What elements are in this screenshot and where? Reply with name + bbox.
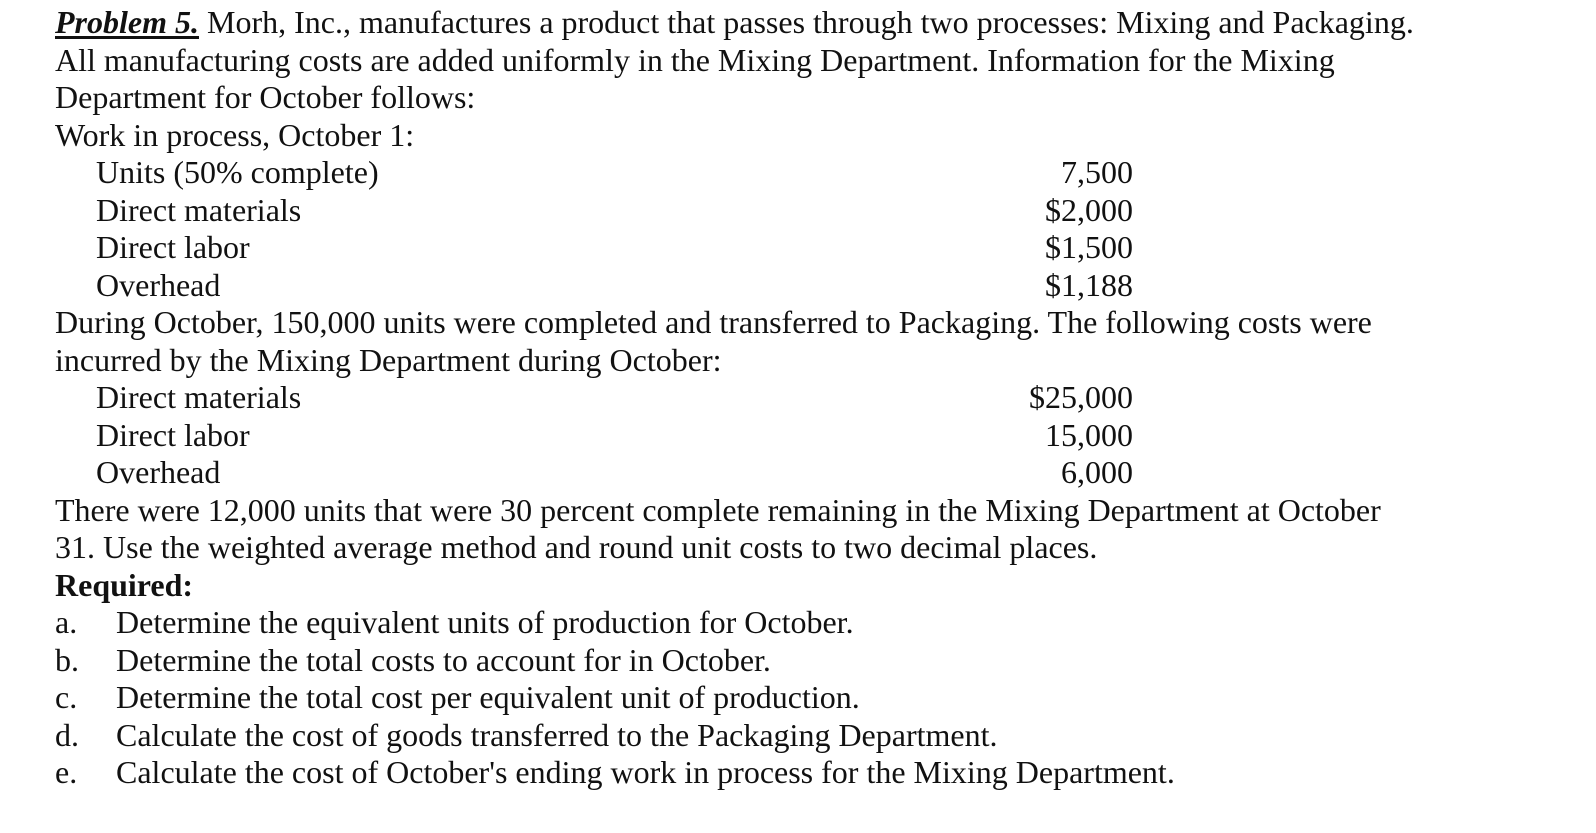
row-label: Overhead <box>96 266 221 303</box>
item-letter: e. <box>55 754 78 790</box>
item-text: Determine the equivalent units of production for October. <box>116 604 854 640</box>
item-letter: b. <box>55 641 79 678</box>
october-cost-row <box>55 454 1585 492</box>
beginning-wip-row <box>55 192 1585 230</box>
row-amount: 7,500 <box>1061 154 1133 190</box>
row-label: Direct materials <box>96 379 302 415</box>
item-text: Determine the total cost per equivalent unit of production. <box>116 679 860 715</box>
beginning-wip-row <box>55 154 1585 192</box>
item-text: Calculate the cost of October's ending work in process for the Mixing Department. <box>116 754 1175 790</box>
item-letter: c. <box>55 679 78 715</box>
row-label: Units (50% complete) <box>96 154 379 190</box>
required-item-b <box>55 642 1585 680</box>
row-label: Direct labor <box>96 416 250 453</box>
problem-intro-text: Morh, Inc., manufactures a product that passes through two processes: Mixing and Packaging. <box>198 4 1414 40</box>
required-item-d <box>55 717 1585 755</box>
item-letter: d. <box>55 716 79 753</box>
row-amount: $2,000 <box>1045 191 1133 228</box>
problem-label: Problem 5. <box>55 4 199 40</box>
problem-intro-line-3: Department for October follows: <box>55 79 476 115</box>
row-label: Overhead <box>96 454 221 490</box>
item-letter: a. <box>55 604 78 640</box>
row-amount: $1,188 <box>1045 266 1133 303</box>
required-item-c <box>55 679 1585 717</box>
row-amount: $1,500 <box>1045 229 1133 265</box>
row-amount: $25,000 <box>1029 379 1133 415</box>
required-item-a <box>55 604 1585 642</box>
item-text: Calculate the cost of goods transferred to the Packaging Department. <box>116 716 998 753</box>
row-amount: 15,000 <box>1045 416 1133 453</box>
beginning-wip-row <box>55 229 1585 267</box>
october-cost-row <box>55 379 1585 417</box>
row-label: Direct labor <box>96 229 250 265</box>
ending-wip-line-1: There were 12,000 units that were 30 percent complete remaining in the Mixing Department at October <box>55 491 1381 528</box>
row-amount: 6,000 <box>1061 454 1133 490</box>
problem-intro-line-1 <box>55 4 1585 42</box>
item-text: Determine the total costs to account for in October. <box>116 641 771 678</box>
october-cost-row <box>55 417 1585 455</box>
problem-intro-line-2: All manufacturing costs are added uniformly in the Mixing Department. Information for the Mixing <box>55 41 1335 78</box>
ending-wip-line-2: 31. Use the weighted average method and round unit costs to two decimal places. <box>55 529 1098 565</box>
required-heading: Required: <box>55 566 194 603</box>
beginning-wip-row <box>55 267 1585 305</box>
beginning-wip-heading: Work in process, October 1: <box>55 116 415 153</box>
row-label: Direct materials <box>96 191 302 228</box>
problem-document <box>55 4 1585 792</box>
october-costs-line-1: During October, 150,000 units were completed and transferred to Packaging. The following costs were <box>55 304 1372 340</box>
required-item-e <box>55 754 1585 792</box>
october-costs-line-2: incurred by the Mixing Department during October: <box>55 341 722 378</box>
